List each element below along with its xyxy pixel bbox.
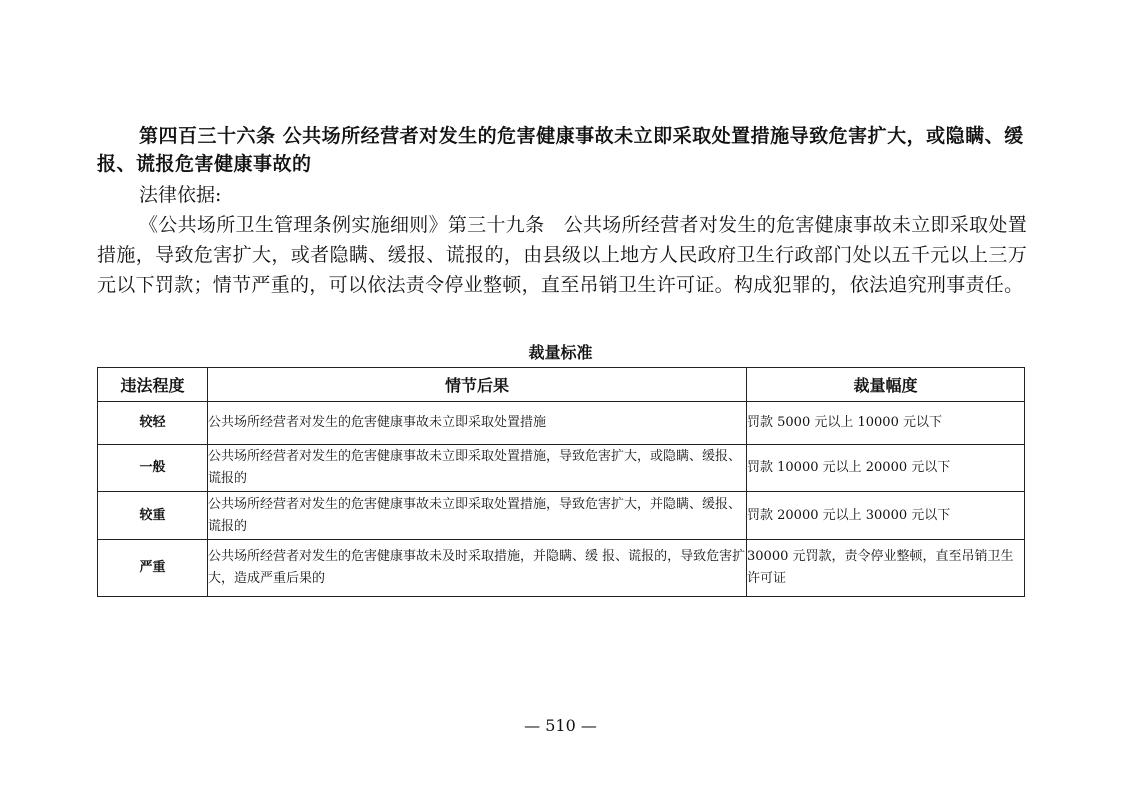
row-level: 较轻 [98, 402, 208, 445]
header-penalty-range: 裁量幅度 [747, 368, 1025, 402]
row-penalty: 罚款 20000 元以上 30000 元以下 [747, 492, 1025, 540]
page-number: — 510 — [524, 716, 597, 735]
row-penalty: 罚款 5000 元以上 10000 元以下 [747, 402, 1025, 445]
table-row [98, 402, 1025, 445]
discretion-standard-table [97, 367, 1025, 597]
header-violation-degree: 违法程度 [98, 368, 208, 402]
row-consequence: 公共场所经营者对发生的危害健康事故未立即采取处置措施 [208, 402, 747, 445]
header-circumstances: 情节后果 [208, 368, 747, 402]
row-penalty: 30000 元罚款，责令停业整顿，直至吊销卫生许可证 [747, 540, 1025, 597]
legal-basis-text: 《公共场所卫生管理条例实施细则》第三十九条 公共场所经营者对发生的危害健康事故未立即采取处置措施，导致危害扩大，或者隐瞒、缓报、谎报的，由县级以上地方人民政府卫生行政部门处以五千元以上三万元以下罚款；情节严重的，可以依法责令停业整顿，直至吊销卫生许可证。构成犯罪的，依法追究刑事责任。 [97, 214, 1027, 296]
row-consequence: 公共场所经营者对发生的危害健康事故未及时采取措施，并隐瞒、缓 报、谎报的，导致危害扩大，造成严重后果的 [208, 540, 747, 597]
row-consequence: 公共场所经营者对发生的危害健康事故未立即采取处置措施，导致危害扩大，或隐瞒、缓报、谎报的 [208, 445, 747, 492]
table-caption: 裁量标准 [528, 343, 593, 362]
table-row [98, 540, 1025, 597]
row-consequence: 公共场所经营者对发生的危害健康事故未立即采取处置措施，导致危害扩大，并隐瞒、缓报、谎报的 [208, 492, 747, 540]
table-header-row [98, 368, 1025, 402]
table-row [98, 445, 1025, 492]
row-level: 严重 [98, 540, 208, 597]
row-level: 较重 [98, 492, 208, 540]
table-row [98, 492, 1025, 540]
legal-basis-label: 法律依据: [139, 184, 222, 206]
row-penalty: 罚款 10000 元以上 20000 元以下 [747, 445, 1025, 492]
article-heading: 第四百三十六条 公共场所经营者对发生的危害健康事故未立即采取处置措施导致危害扩大，或隐瞒、缓报、谎报危害健康事故的 [97, 125, 1024, 175]
row-level: 一般 [98, 445, 208, 492]
